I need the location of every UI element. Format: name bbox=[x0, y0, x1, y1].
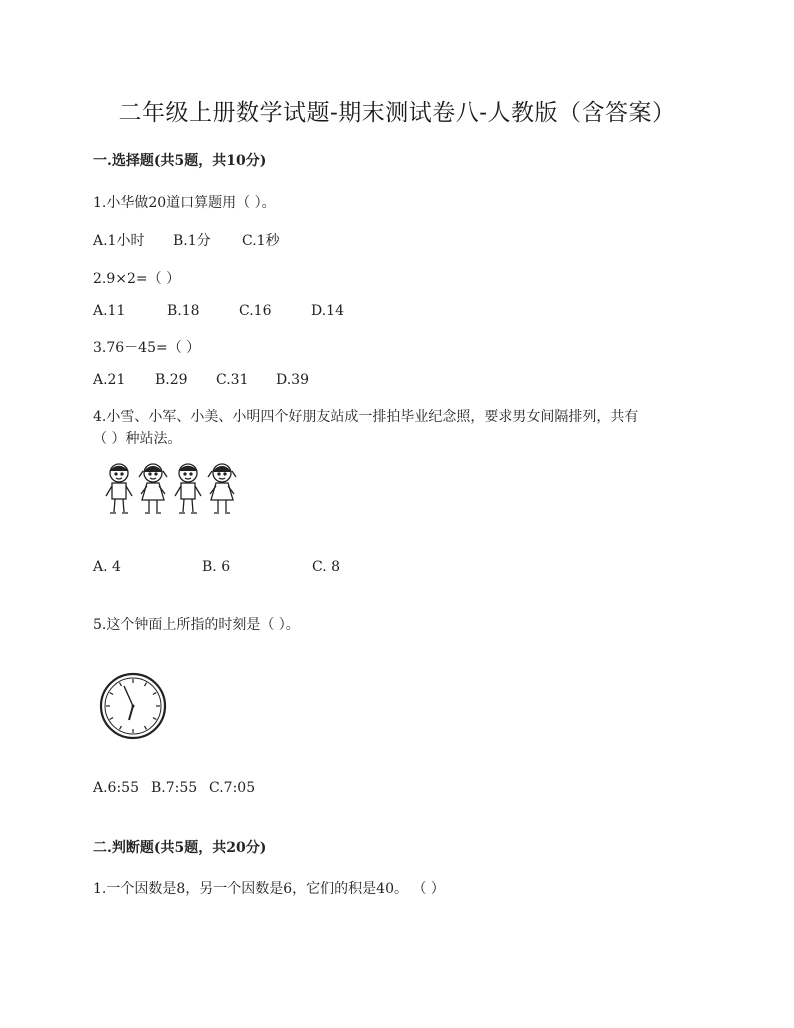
question-5-options bbox=[93, 780, 255, 796]
option-a: A.21 bbox=[93, 372, 126, 388]
page-title: 二年级上册数学试题-期末测试卷八-人教版（含答案） bbox=[118, 100, 676, 126]
question-1-text: 1.小华做20道口算题用（ ）。 bbox=[93, 195, 276, 211]
question-1-options bbox=[93, 230, 280, 250]
option-a: A.11 bbox=[93, 303, 126, 319]
option-b: B.18 bbox=[167, 303, 200, 319]
four-children-illustration bbox=[101, 462, 243, 516]
section-heading-judgment: 二.判断题(共5题，共20分) bbox=[93, 840, 267, 856]
option-c: C.31 bbox=[216, 372, 249, 388]
option-d: D.14 bbox=[311, 303, 344, 319]
option-b: B. 6 bbox=[202, 559, 231, 575]
option-c: C. 8 bbox=[312, 559, 341, 575]
question-4-text-line1: 4.小雪、小军、小美、小明四个好朋友站成一排拍毕业纪念照，要求男女间隔排列，共有 bbox=[93, 409, 639, 425]
option-b: B.7:55 bbox=[151, 780, 198, 796]
question-4-text-line2: （ ）种站法。 bbox=[93, 431, 182, 447]
question-5-text: 5.这个钟面上所指的时刻是（ ）。 bbox=[93, 617, 300, 633]
section-heading-choice: 一.选择题(共5题，共10分) bbox=[93, 153, 267, 169]
option-a: A.6:55 bbox=[93, 780, 139, 796]
question-3-options bbox=[93, 372, 309, 388]
question-3-text: 3.76－45=（ ） bbox=[93, 340, 201, 356]
question-2-text: 2.9×2=（ ） bbox=[93, 271, 181, 287]
option-b: B.29 bbox=[155, 372, 188, 388]
judgment-question-1-text: 1.一个因数是8，另一个因数是6，它们的积是40。 （ ） bbox=[93, 881, 445, 897]
option-a: A.1小时 bbox=[93, 233, 145, 249]
option-b: B.1分 bbox=[173, 233, 211, 249]
option-c: C.7:05 bbox=[209, 780, 256, 796]
question-4-options bbox=[93, 559, 340, 575]
clock-face-icon bbox=[99, 672, 167, 740]
question-2-options bbox=[93, 303, 344, 319]
option-d: D.39 bbox=[276, 372, 309, 388]
option-a: A. 4 bbox=[93, 559, 121, 575]
option-c: C.1秒 bbox=[242, 233, 280, 249]
option-c: C.16 bbox=[239, 303, 272, 319]
